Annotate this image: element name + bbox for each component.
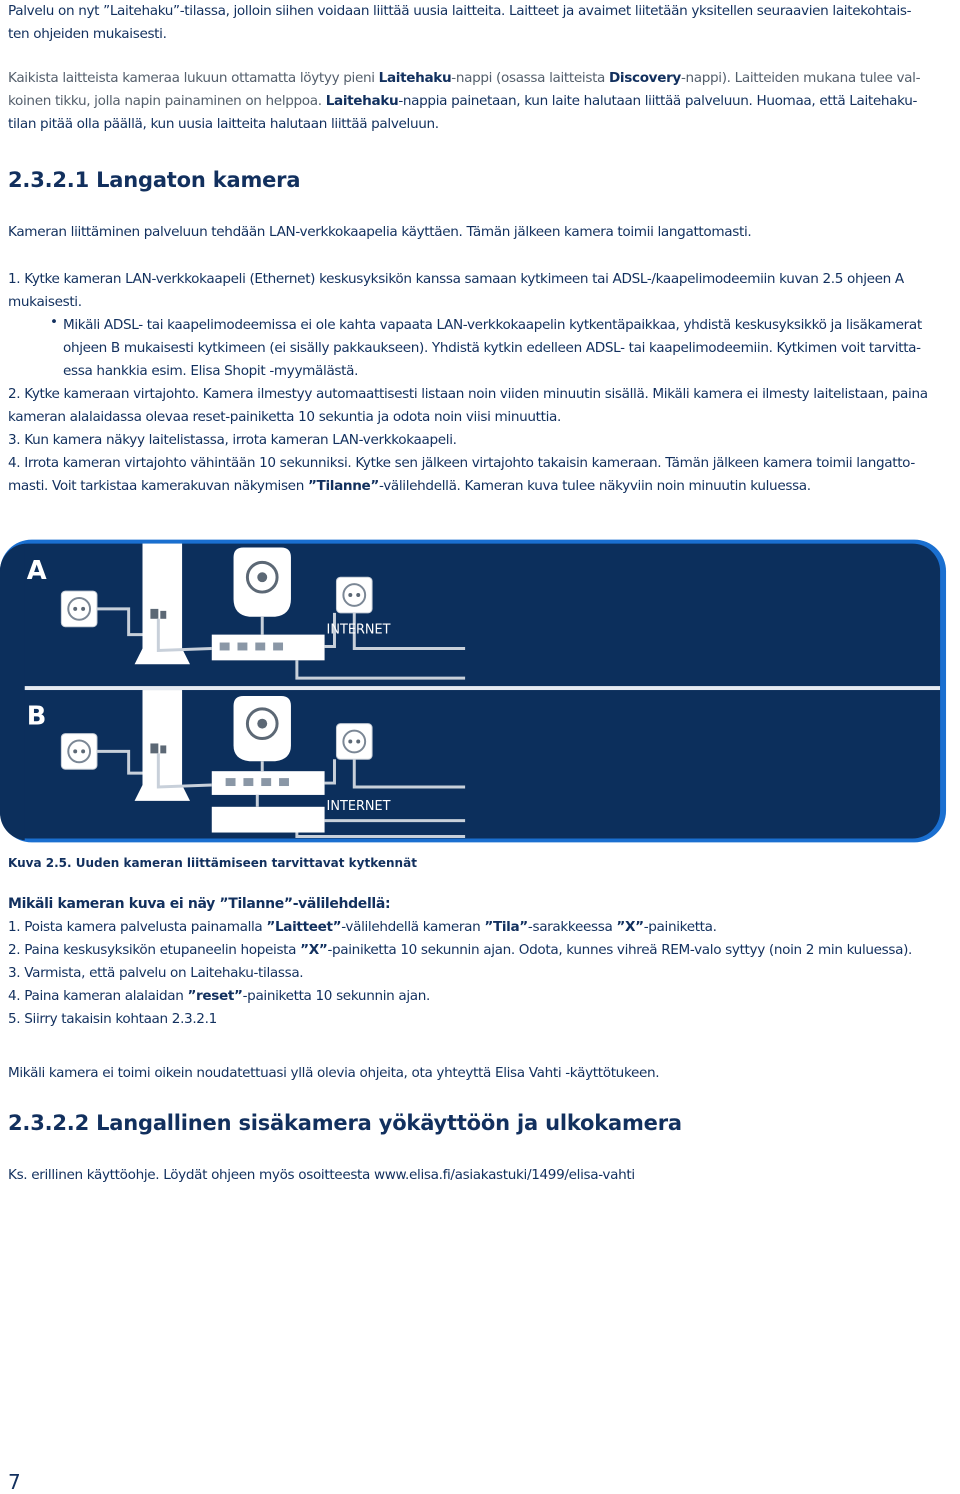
bullet-text: Mikäli ADSL- tai kaapelimodeemissa ei ole kahta vapaata LAN-verkkokaapelin kytkentäpaikkaa, yhdistä keskusyksikkö ja lisäkamerat bbox=[63, 317, 922, 333]
step-text: 1. Poista kamera palvelusta painamalla bbox=[8, 919, 267, 935]
bullet-text: ohjeen B mukaisesti kytkimeen (ei sisälly pakkaukseen). Yhdistä kytkin edelleen ADSL- tai kaapelimodeemiin. Kytkimen voit tarvitta- bbox=[63, 340, 921, 356]
troubleshoot-step-5: 5. Siirry takaisin kohtaan 2.3.2.1 bbox=[8, 1011, 217, 1027]
reset-term: ”reset” bbox=[187, 988, 243, 1004]
wall-socket-icon bbox=[336, 577, 372, 613]
step-text: kameran alalaidassa olevaa reset-painiketta 10 sekuntia ja odota noin viisi minuuttia. bbox=[8, 409, 561, 425]
troubleshoot-step-3: 3. Varmista, että palvelu on Laitehaku-tilassa. bbox=[8, 965, 304, 981]
bullet-text: essa hankkia esim. Elisa Shopit -myymälästä. bbox=[63, 363, 359, 379]
section2-text bbox=[8, 1164, 958, 1187]
step-text: 2. Paina keskusyksikön etupaneelin hopeista bbox=[8, 942, 301, 958]
step-text: 4. Irrota kameran virtajohto vähintään 10 sekunniksi. Kytke sen jälkeen virtajohto takaisin kameraan. Tämän jälkeen kamera toimii langatto- bbox=[8, 455, 915, 471]
connection-diagram bbox=[0, 538, 950, 848]
discovery-term: Discovery bbox=[609, 70, 681, 86]
step-text: 4. Paina kameran alalaidan bbox=[8, 988, 188, 1004]
laitehaku-term: Laitehaku bbox=[378, 70, 452, 86]
wall-socket-icon bbox=[61, 734, 97, 770]
laitteet-term: ”Laitteet” bbox=[266, 919, 342, 935]
support-text: Mikäli kamera ei toimi oikein noudatettuasi yllä olevia ohjeita, ota yhteyttä Elisa Vahti -käyttötukeen. bbox=[8, 1065, 660, 1081]
switch-icon bbox=[212, 771, 325, 795]
laitehaku-term: Laitehaku bbox=[325, 93, 399, 109]
step-3 bbox=[8, 429, 958, 452]
router-icon bbox=[212, 635, 325, 661]
label-b: B bbox=[26, 701, 47, 732]
troubleshoot-step-2 bbox=[8, 939, 958, 962]
section-heading-2322: 2.3.2.2 Langallinen sisäkamera yökäyttöön ja ulkokamera bbox=[8, 1111, 682, 1135]
step-text: 2. Kytke kameraan virtajohto. Kamera ilmestyy automaattisesti listaan noin viiden minuutin sisällä. Mikäli kamera ei ilmesty laitelistaan, paina bbox=[8, 386, 928, 402]
x-term: ”X” bbox=[300, 942, 328, 958]
internet-label-a: INTERNET bbox=[326, 622, 391, 638]
troubleshoot-step-4 bbox=[8, 985, 958, 1008]
step-text: -välilehdellä. Kameran kuva tulee näkyviin noin minuutin kuluessa. bbox=[379, 478, 811, 494]
step-text: -painiketta. bbox=[643, 919, 717, 935]
step-text: 3. Kun kamera näkyy laitelistassa, irrota kameran LAN-verkkokaapeli. bbox=[8, 432, 457, 448]
tila-term: ”Tila” bbox=[484, 919, 528, 935]
step-text: -välilehdellä kameran bbox=[341, 919, 485, 935]
step-1-cont bbox=[8, 291, 958, 314]
intro-text: -nappi). Laitteiden mukana tulee val- bbox=[680, 70, 921, 86]
troubleshoot-step-1 bbox=[8, 916, 958, 939]
section2-paragraph: Ks. erillinen käyttöohje. Löydät ohjeen myös osoitteesta www.elisa.fi/asiakastuki/1499/elisa-vahti bbox=[8, 1167, 635, 1183]
central-unit-icon bbox=[135, 544, 190, 665]
step-text: -painiketta 10 sekunnin ajan. bbox=[242, 988, 431, 1004]
bullet-item bbox=[8, 314, 958, 383]
router-icon bbox=[212, 807, 325, 833]
figure-caption: Kuva 2.5. Uuden kameran liittämiseen tarvittavat kytkennät bbox=[8, 856, 417, 870]
internet-label-b: INTERNET bbox=[326, 798, 391, 814]
step-text: -painiketta 10 sekunnin ajan. Odota, kunnes vihreä REM-valo syttyy (noin 2 min kuluessa). bbox=[327, 942, 913, 958]
camera-icon bbox=[234, 696, 291, 761]
intro-text: -nappi (osassa laitteista bbox=[451, 70, 609, 86]
camera-icon bbox=[234, 548, 291, 617]
intro-paragraph-2 bbox=[8, 67, 958, 136]
step-4 bbox=[8, 452, 958, 475]
intro-text: koinen tikku, jolla napin painaminen on helppoa. bbox=[8, 93, 326, 109]
section-heading-2321: 2.3.2.1 Langaton kamera bbox=[8, 168, 301, 192]
bullet-dot: • bbox=[50, 314, 59, 330]
step-2 bbox=[8, 383, 958, 406]
intro-p1-line2: ten ohjeiden mukaisesti. bbox=[8, 26, 167, 42]
figure-divider bbox=[0, 686, 940, 690]
wall-socket-icon bbox=[61, 591, 97, 627]
step-text: masti. Voit tarkistaa kamerakuvan näkymisen bbox=[8, 478, 308, 494]
step-text: -sarakkeessa bbox=[527, 919, 617, 935]
support-note bbox=[8, 1062, 958, 1085]
page-number: 7 bbox=[8, 1470, 21, 1494]
intro-text: Kaikista laitteista kameraa lukuun ottamatta löytyy pieni bbox=[8, 70, 379, 86]
intro-paragraph-1 bbox=[8, 0, 958, 46]
x-term: ”X” bbox=[616, 919, 644, 935]
tilanne-term: ”Tilanne” bbox=[307, 478, 379, 494]
intro-p1-line1: Palvelu on nyt ”Laitehaku”-tilassa, jolloin siihen voidaan liittää uusia laitteita. Laitteet ja avaimet liitetään yksitellen seuraavien laitekohtais- bbox=[8, 3, 912, 19]
step-text: mukaisesti. bbox=[8, 294, 82, 310]
section1-intro bbox=[8, 221, 958, 244]
troubleshoot-section bbox=[8, 893, 958, 1031]
intro-text: tilan pitää olla päällä, kun uusia laitteita halutaan liittää palveluun. bbox=[8, 116, 439, 132]
section1-steps bbox=[8, 268, 958, 498]
step-text: 1. Kytke kameran LAN-verkkokaapeli (Ethernet) keskusyksikön kanssa samaan kytkimeen tai ADSL-/kaapelimodeemiin kuvan 2.5 ohjeen A bbox=[8, 271, 904, 287]
troubleshoot-heading: Mikäli kameran kuva ei näy ”Tilanne”-välilehdellä: bbox=[8, 896, 391, 912]
wall-socket-icon bbox=[336, 724, 372, 760]
section1-intro-text: Kameran liittäminen palveluun tehdään LAN-verkkokaapelia käyttäen. Tämän jälkeen kamera toimii langattomasti. bbox=[8, 224, 752, 240]
central-unit-icon bbox=[135, 690, 190, 801]
step-1 bbox=[8, 268, 958, 291]
label-a: A bbox=[26, 556, 47, 587]
intro-text: -nappia painetaan, kun laite halutaan liittää palveluun. Huomaa, että Laitehaku- bbox=[398, 93, 918, 109]
